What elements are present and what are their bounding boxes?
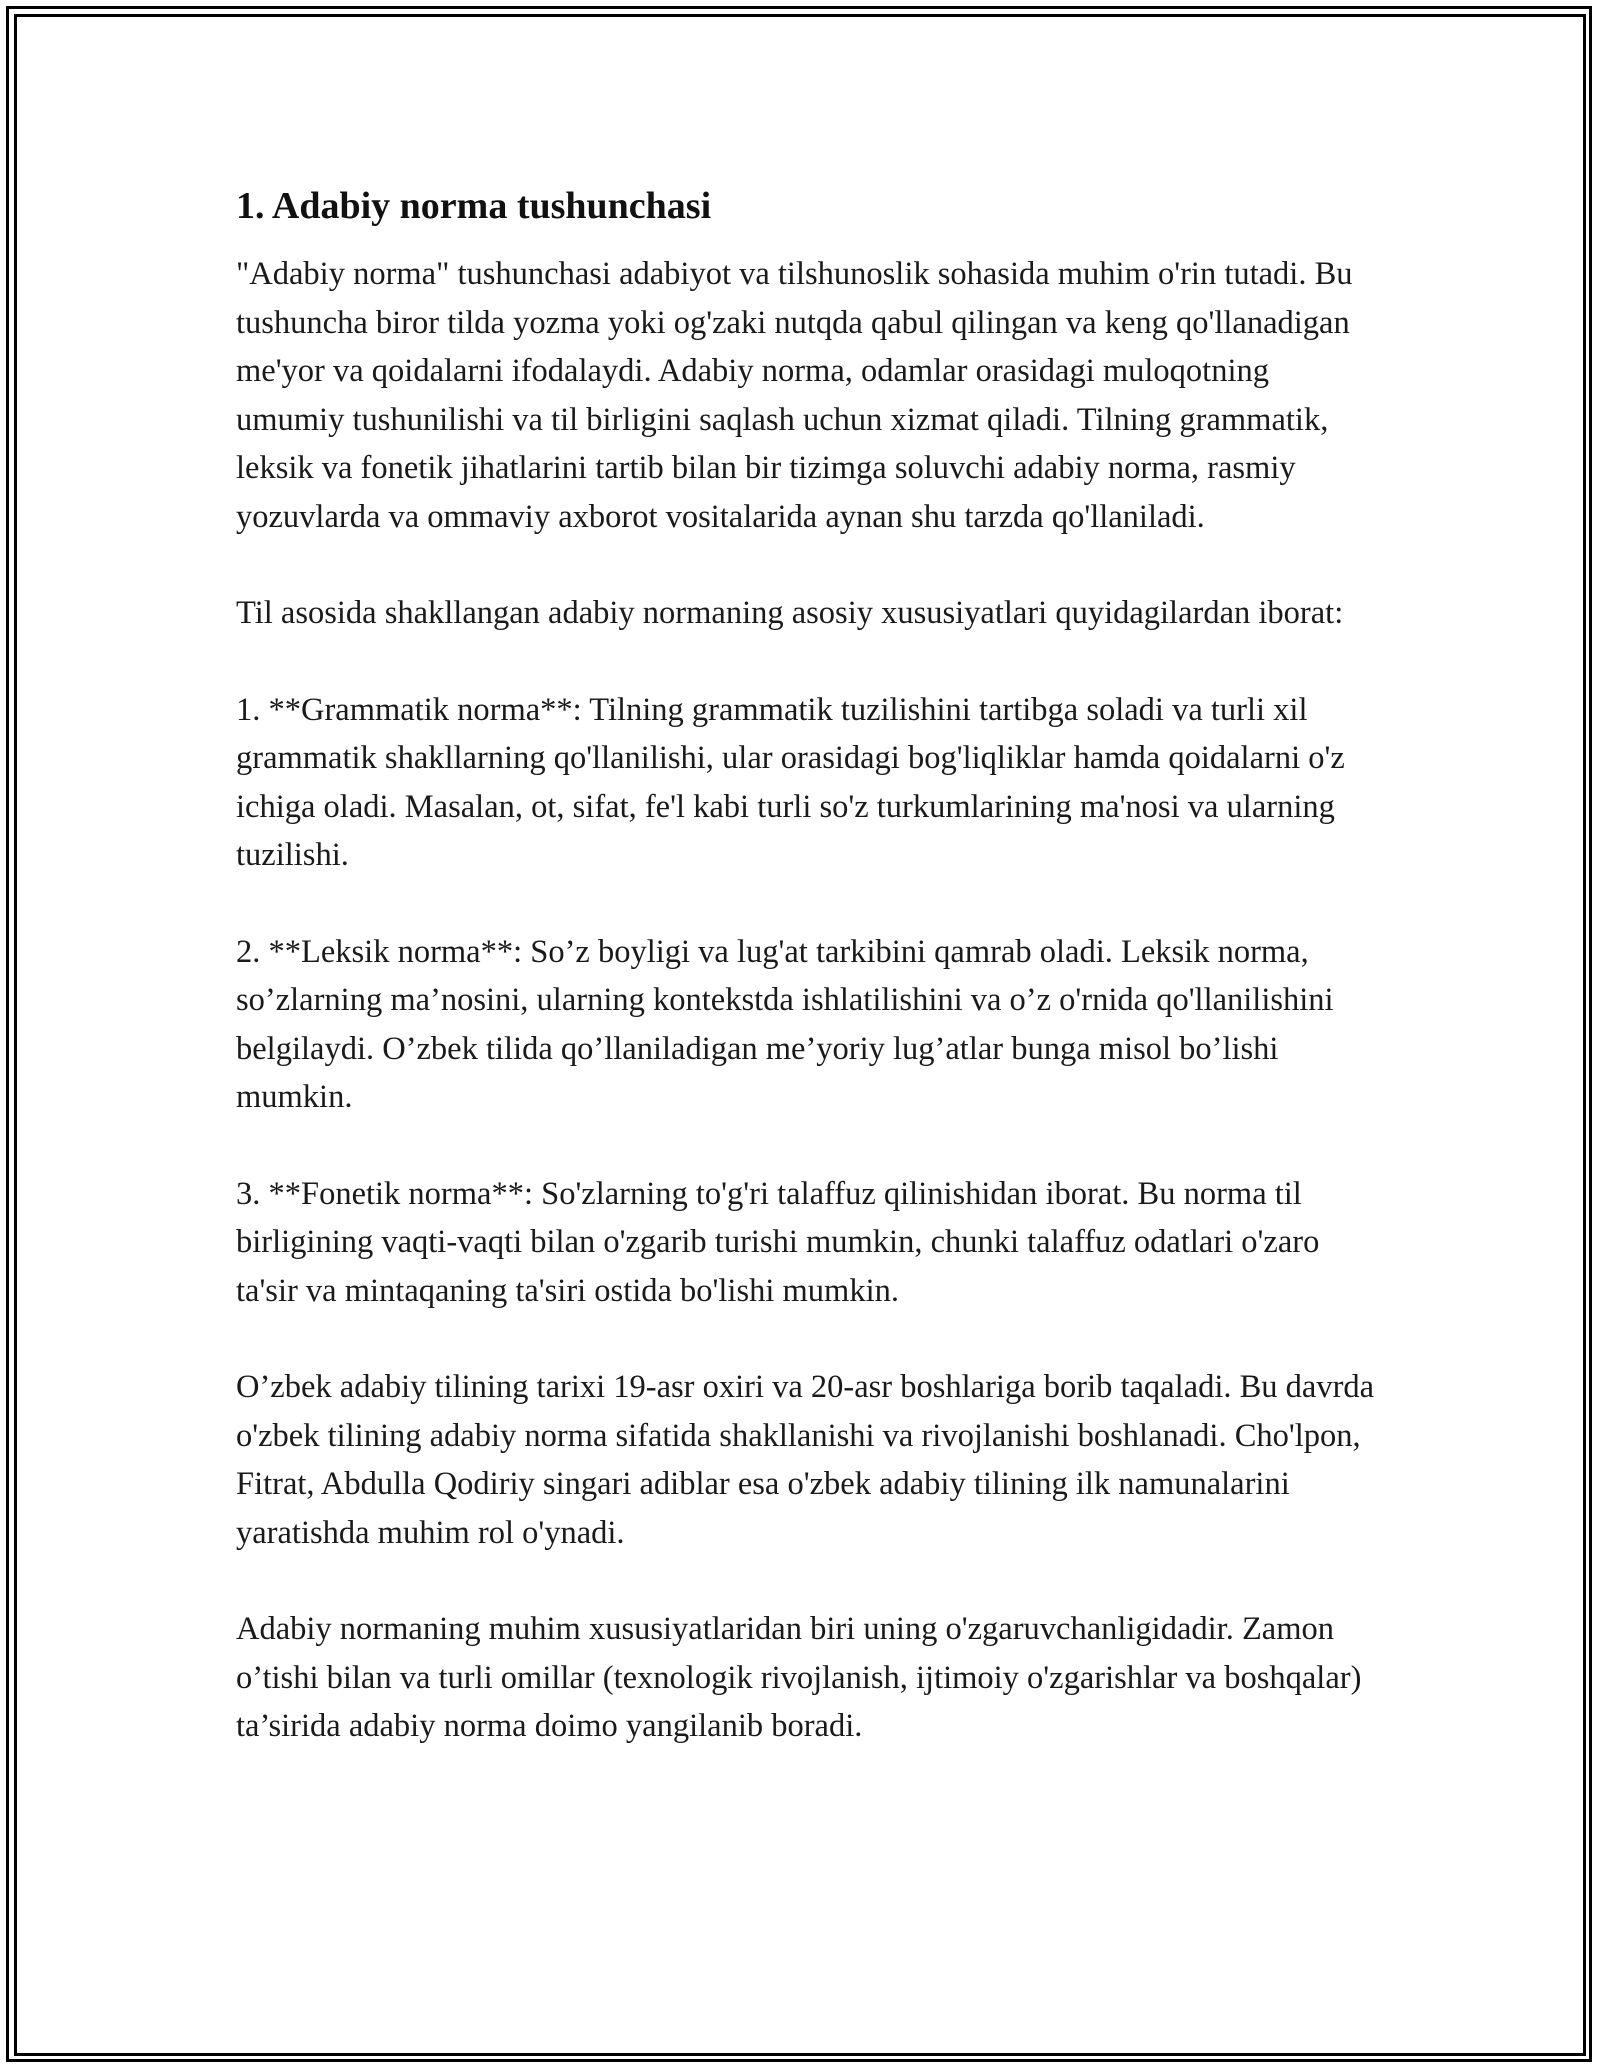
paragraph-lexical-norm: 2. **Leksik norma**: So’z boyligi va lug'at tarkibini qamrab oladi. Leksik norma, so’zlarning ma’nosini, ularning kontekstda ishlatilishini va o’z o'rnida qo'llanilishini belgilaydi. O’zbek tilida qo’llaniladigan me’yoriy lug’atlar bunga misol bo’lishi mumkin. [236, 933, 1334, 1115]
section-heading: 1. Adabiy norma tushunchasi [236, 185, 712, 227]
paragraph-history: O’zbek adabiy tilining tarixi 19-asr oxiri va 20-asr boshlariga borib taqaladi. Bu davrda o'zbek tilining adabiy norma sifatida shakllanishi va rivojlanishi boshlanadi. Cho'lpon, Fitrat, Abdulla Qodiriy singari adiblar esa o'zbek adabiy tilining ilk namunalarini yaratishda muhim rol o'ynadi. [236, 1369, 1375, 1551]
paragraph-grammatical-norm: 1. **Grammatik norma**: Tilning grammatik tuzilishini tartibga soladi va turli xil grammatik shakllarning qo'llanilishi, ular orasidagi bog'liqliklar hamda qoidalarni o'z ichiga oladi. Masalan, ot, sifat, fe'l kabi turli so'z turkumlarining ma'nosi va ularning tuzilishi. [236, 691, 1345, 873]
paragraph-intro: "Adabiy norma" tushunchasi adabiyot va tilshunoslik sohasida muhim o'rin tutadi. Bu tushuncha biror tilda yozma yoki og'zaki nutqda qabul qilingan va keng qo'llanadigan me'yor va qoidalarni ifodalaydi. Adabiy norma, odamlar orasidagi muloqotning umumiy tushunilishi va til birligini saqlash uchun xizmat qiladi. Tilning grammatik, leksik va fonetik jihatlarini tartib bilan bir tizimga soluvchi adabiy norma, rasmiy yozuvlarda va ommaviy axborot vositalarida aynan shu tarzda qo'llaniladi. [236, 256, 1353, 535]
document-body [236, 182, 1376, 1751]
paragraph-features-lead: Til asosida shakllangan adabiy normaning asosiy xususiyatlari quyidagilardan iborat: [236, 595, 1344, 631]
paragraph-variability: Adabiy normaning muhim xususiyatlaridan biri uning o'zgaruvchanligidadir. Zamon o’tishi bilan va turli omillar (texnologik rivojlanish, ijtimoiy o'zgarishlar va boshqalar) ta’sirida adabiy norma doimo yangilanib boradi. [236, 1611, 1362, 1744]
paragraph-phonetic-norm: 3. **Fonetik norma**: So'zlarning to'g'ri talaffuz qilinishidan iborat. Bu norma til birligining vaqti-vaqti bilan o'zgarib turishi mumkin, chunki talaffuz odatlari o'zaro ta'sir va mintaqaning ta'siri ostida bo'lishi mumkin. [236, 1175, 1320, 1309]
